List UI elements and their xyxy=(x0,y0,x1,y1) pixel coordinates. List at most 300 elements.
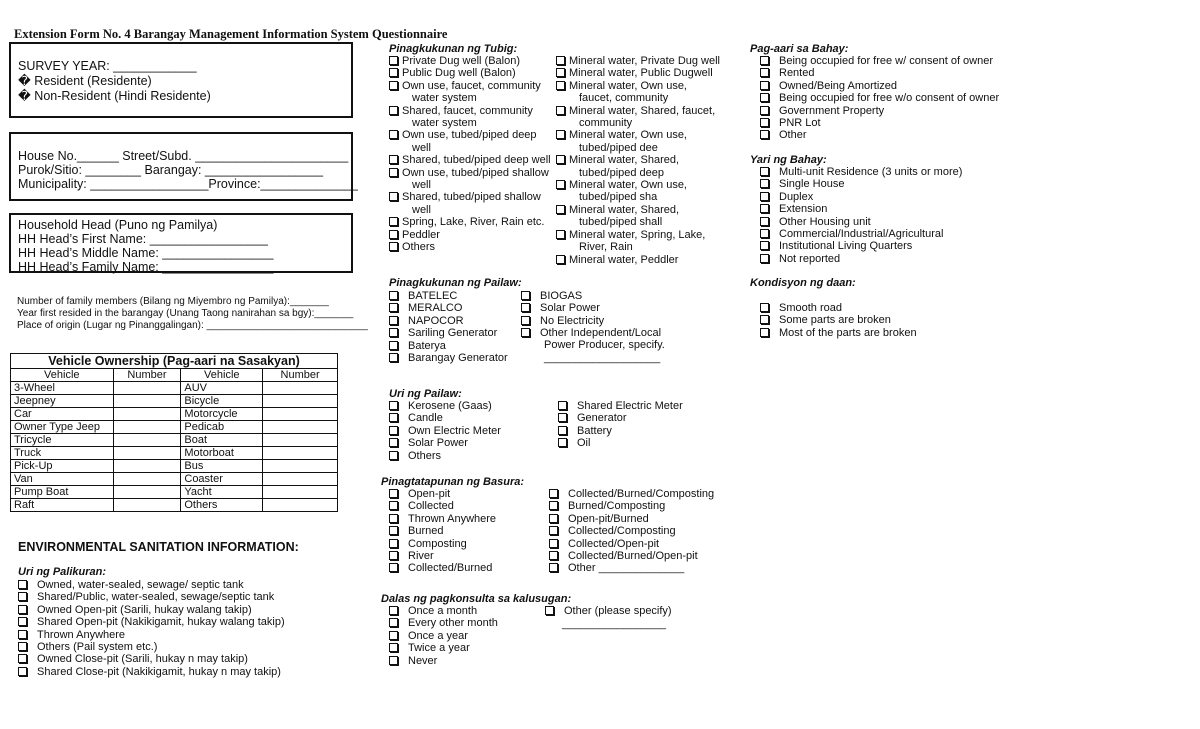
vehicle-name-cell: Jeepney xyxy=(11,395,114,408)
checkbox-option[interactable] xyxy=(18,666,358,678)
vehicle-number-cell[interactable] xyxy=(263,408,338,421)
checkbox-option[interactable] xyxy=(389,630,539,642)
first-name-field[interactable]: HH Head’s First Name: _________________ xyxy=(18,232,268,246)
option-label: Owned/Being Amortized xyxy=(779,79,898,92)
checkbox-option[interactable] xyxy=(389,437,549,449)
checkbox-option[interactable] xyxy=(389,352,529,364)
form-title: Extension Form No. 4 Barangay Management Information System Questionnaire xyxy=(14,27,448,41)
checkbox-icon[interactable] xyxy=(389,56,398,65)
checkbox-option[interactable] xyxy=(760,253,1060,265)
option-label: Institutional Living Quarters xyxy=(779,240,913,253)
option-label: Shared/Public, water-sealed, sewage/septic tank xyxy=(37,591,275,604)
checkbox-option[interactable] xyxy=(389,562,549,574)
checkbox-icon[interactable] xyxy=(389,353,398,362)
checkbox-icon[interactable] xyxy=(18,642,27,651)
checkbox-option[interactable] xyxy=(545,605,725,617)
option-label: Mineral water, Public Dugwell xyxy=(569,67,713,80)
vehicle-number-cell[interactable] xyxy=(263,486,338,499)
checkbox-option[interactable] xyxy=(389,302,529,314)
checkbox-icon[interactable] xyxy=(389,551,398,560)
checkbox-option[interactable] xyxy=(549,562,749,574)
checkbox-option[interactable] xyxy=(760,67,1060,79)
option-label-continued: tubed/piped sha xyxy=(579,191,658,204)
checkbox-icon[interactable] xyxy=(549,526,558,535)
table-row xyxy=(11,460,338,473)
option-label: Own use, faucet, community xyxy=(402,79,541,92)
vehicle-number-cell[interactable] xyxy=(113,421,181,434)
checkbox-icon[interactable] xyxy=(389,230,398,239)
vehicle-name-cell: Tricycle xyxy=(11,434,114,447)
checkbox-icon[interactable] xyxy=(18,630,27,639)
option-label: Oil xyxy=(577,437,591,450)
vehicle-name-cell: Coaster xyxy=(181,473,263,486)
checkbox-option[interactable] xyxy=(389,412,549,424)
checkbox-icon[interactable] xyxy=(521,328,530,337)
checkbox-icon[interactable] xyxy=(760,303,769,312)
tubig-header: Pinagkukunan ng Tubig: xyxy=(389,43,518,55)
vehicle-name-cell: Motorboat xyxy=(181,447,263,460)
option-label-continued: tubed/piped deep xyxy=(579,166,665,179)
checkbox-option[interactable] xyxy=(558,412,728,424)
checkbox-icon[interactable] xyxy=(389,81,398,90)
vehicle-name-cell: Van xyxy=(11,473,114,486)
option-label: Extension xyxy=(779,203,828,216)
checkbox-option[interactable] xyxy=(389,191,559,203)
checkbox-icon[interactable] xyxy=(18,605,27,614)
checkbox-icon[interactable] xyxy=(558,426,567,435)
checkbox-option[interactable] xyxy=(389,425,549,437)
checkbox-icon[interactable] xyxy=(760,118,769,127)
checkbox-icon[interactable] xyxy=(556,81,565,90)
checkbox-icon[interactable] xyxy=(389,303,398,312)
checkbox-option[interactable] xyxy=(18,641,358,653)
checkbox-option[interactable] xyxy=(558,437,728,449)
power-producer-specify-field[interactable]: ___________________ xyxy=(544,352,661,364)
option-label: Single House xyxy=(779,178,845,191)
checkbox-option[interactable] xyxy=(389,241,559,253)
vehicle-name-cell: Bicycle xyxy=(181,395,263,408)
checkbox-option[interactable] xyxy=(18,604,358,616)
family-members-field[interactable]: Number of family members (Bilang ng Miyembro ng Pamilya):_______ xyxy=(17,296,329,307)
checkbox-icon[interactable] xyxy=(549,551,558,560)
house-street-field[interactable]: House No.______ Street/Subd. ______________________ xyxy=(18,149,349,163)
vehicle-number-cell[interactable] xyxy=(113,499,181,512)
option-label: Rented xyxy=(779,67,815,80)
option-label: Shared Open-pit (Nakikigamit, hukay walang takip) xyxy=(37,616,285,629)
option-label: Baterya xyxy=(408,339,446,352)
checkbox-option[interactable] xyxy=(760,117,1060,129)
option-label: Mineral water, Shared, faucet, xyxy=(569,104,716,117)
checkbox-icon[interactable] xyxy=(760,167,769,176)
checkbox-option[interactable] xyxy=(18,629,358,641)
checkbox-option[interactable] xyxy=(556,105,736,117)
vehicle-number-cell[interactable] xyxy=(263,499,338,512)
survey-year-field[interactable]: SURVEY YEAR: ____________ xyxy=(18,59,197,73)
resident-label: Resident (Residente) xyxy=(34,74,152,88)
checkbox-option[interactable] xyxy=(389,340,529,352)
vehicle-number-cell[interactable] xyxy=(263,395,338,408)
option-label: Mineral water, Own use, xyxy=(569,129,687,142)
vehicle-number-cell[interactable] xyxy=(113,447,181,460)
pailaw-type-col2 xyxy=(558,400,728,450)
option-label: Shared, tubed/piped deep well xyxy=(402,154,551,167)
option-label: Collected/Burned/Open-pit xyxy=(568,550,698,563)
vehicle-name-cell: Others xyxy=(181,499,263,512)
checkbox-option[interactable] xyxy=(556,67,736,79)
checkbox-icon[interactable] xyxy=(556,180,565,189)
checkbox-option[interactable] xyxy=(389,327,529,339)
checkbox-option[interactable] xyxy=(521,302,691,314)
option-label: Owned, water-sealed, sewage/ septic tank xyxy=(37,579,244,591)
option-label: Collected xyxy=(408,500,454,513)
checkbox-option[interactable] xyxy=(521,315,691,327)
checkbox-option[interactable] xyxy=(389,525,549,537)
tubig-options-col1 xyxy=(389,55,559,254)
checkbox-icon[interactable] xyxy=(389,643,398,652)
column-header: Number xyxy=(113,369,181,382)
option-label: BIOGAS xyxy=(540,290,583,302)
checkbox-icon[interactable] xyxy=(760,192,769,201)
checkbox-option[interactable] xyxy=(556,55,736,67)
checkbox-icon[interactable] xyxy=(760,204,769,213)
checkbox-option[interactable] xyxy=(18,616,358,628)
checkbox-icon[interactable] xyxy=(18,592,27,601)
table-row xyxy=(11,434,338,447)
vehicle-name-cell: Pedicab xyxy=(181,421,263,434)
vehicle-number-cell[interactable] xyxy=(113,382,181,395)
option-label: Thrown Anywhere xyxy=(37,628,126,641)
option-label: Other ______________ xyxy=(568,562,685,575)
vehicle-table-header xyxy=(11,369,338,382)
checkbox-option[interactable] xyxy=(549,550,749,562)
checkbox-icon[interactable] xyxy=(760,328,769,337)
option-label: Shared, faucet, community xyxy=(402,104,533,117)
vehicle-number-cell[interactable] xyxy=(113,395,181,408)
checkbox-icon[interactable] xyxy=(18,617,27,626)
vehicle-number-cell[interactable] xyxy=(113,460,181,473)
checkbox-icon[interactable] xyxy=(389,401,398,410)
checkbox-option[interactable] xyxy=(18,653,358,665)
checkbox-icon[interactable] xyxy=(389,426,398,435)
checkbox-icon[interactable] xyxy=(389,451,398,460)
basura-col2 xyxy=(549,488,749,575)
household-head-box xyxy=(9,213,353,273)
middle-name-field[interactable]: HH Head’s Middle Name: ________________ xyxy=(18,246,274,260)
checkbox-icon[interactable] xyxy=(389,501,398,510)
checkbox-icon[interactable] xyxy=(760,254,769,263)
checkbox-icon[interactable] xyxy=(389,155,398,164)
purok-barangay-field[interactable]: Purok/Sitio: ________ Barangay: _________________ xyxy=(18,163,324,177)
checkbox-icon[interactable] xyxy=(760,130,769,139)
checkbox-option[interactable] xyxy=(389,538,549,550)
checkbox-icon[interactable] xyxy=(389,526,398,535)
option-label: Generator xyxy=(577,412,627,425)
vehicle-number-cell[interactable] xyxy=(263,434,338,447)
checkbox-icon[interactable] xyxy=(760,217,769,226)
checkbox-option[interactable] xyxy=(760,302,1060,314)
checkbox-icon[interactable] xyxy=(521,316,530,325)
checkbox-icon[interactable] xyxy=(389,606,398,615)
checkbox-icon[interactable] xyxy=(549,539,558,548)
option-label: Composting xyxy=(408,537,467,550)
option-label: Mineral water, Own use, xyxy=(569,79,687,92)
checkbox-option[interactable] xyxy=(389,642,539,654)
checkbox-option[interactable] xyxy=(521,290,691,302)
checkbox-icon[interactable] xyxy=(549,489,558,498)
non-resident-label: Non-Resident (Hindi Residente) xyxy=(34,89,211,103)
checkbox-option[interactable] xyxy=(389,400,549,412)
checkbox-option[interactable] xyxy=(18,591,358,603)
checkbox-icon[interactable] xyxy=(389,341,398,350)
checkbox-option[interactable] xyxy=(760,178,1060,190)
checkbox-icon[interactable] xyxy=(556,130,565,139)
checkbox-icon[interactable] xyxy=(556,230,565,239)
checkbox-icon[interactable] xyxy=(558,413,567,422)
checkbox-icon[interactable] xyxy=(760,241,769,250)
checkbox-option[interactable] xyxy=(558,425,728,437)
option-label: PNR Lot xyxy=(779,117,821,130)
checkbox-option[interactable] xyxy=(760,228,1060,240)
pailaw-type-header: Uri ng Pailaw: xyxy=(389,388,462,400)
checkbox-option[interactable] xyxy=(556,229,736,241)
year-resided-field[interactable]: Year first resided in the barangay (Unang Taong nanirahan sa bgy):_______ xyxy=(17,308,354,319)
option-label: Duplex xyxy=(779,190,814,203)
checkbox-icon[interactable] xyxy=(389,618,398,627)
checkbox-option[interactable] xyxy=(760,216,1060,228)
checkbox-option[interactable] xyxy=(521,327,691,339)
checkbox-option[interactable] xyxy=(549,488,749,500)
checkbox-option[interactable] xyxy=(389,315,529,327)
option-label: Burned xyxy=(408,525,444,538)
vehicle-number-cell[interactable] xyxy=(263,460,338,473)
table-row xyxy=(11,395,338,408)
vehicle-number-cell[interactable] xyxy=(113,408,181,421)
option-label: Private Dug well (Balon) xyxy=(402,55,520,67)
vehicle-number-cell[interactable] xyxy=(113,434,181,447)
option-label: Other xyxy=(779,129,807,142)
checkbox-option[interactable] xyxy=(389,216,559,228)
option-label: Candle xyxy=(408,412,443,425)
checkbox-icon[interactable] xyxy=(389,130,398,139)
checkbox-icon[interactable] xyxy=(389,539,398,548)
vehicle-name-cell: Pick-Up xyxy=(11,460,114,473)
checkbox-icon[interactable] xyxy=(558,401,567,410)
option-label: Never xyxy=(408,654,438,667)
non-resident-option[interactable]: � Non-Resident (Hindi Residente) xyxy=(18,89,211,103)
konsulta-header: Dalas ng pagkonsulta sa kalusugan: xyxy=(381,593,572,605)
checkbox-icon[interactable] xyxy=(389,328,398,337)
vehicle-number-cell[interactable] xyxy=(263,382,338,395)
checkbox-option[interactable] xyxy=(760,203,1060,215)
option-label: Once a year xyxy=(408,629,468,642)
option-label: Mineral water, Private Dug well xyxy=(569,55,721,67)
checkbox-icon[interactable] xyxy=(389,413,398,422)
checkbox-option[interactable] xyxy=(389,488,549,500)
family-name-field[interactable]: HH Head’s Family Name: ________________ xyxy=(18,260,274,274)
checkbox-icon[interactable] xyxy=(389,563,398,572)
checkbox-option[interactable] xyxy=(389,105,559,117)
option-label: Mineral water, Shared, xyxy=(569,154,680,167)
checkbox-icon[interactable] xyxy=(760,68,769,77)
checkbox-option[interactable] xyxy=(389,655,539,667)
table-row xyxy=(11,499,338,512)
checkbox-option[interactable] xyxy=(389,500,549,512)
vehicle-name-cell: Pump Boat xyxy=(11,486,114,499)
option-label: Some parts are broken xyxy=(779,314,891,327)
checkbox-icon[interactable] xyxy=(521,291,530,300)
checkbox-option[interactable] xyxy=(389,450,549,462)
checkbox-option[interactable] xyxy=(760,240,1060,252)
checkbox-icon[interactable] xyxy=(760,179,769,188)
checkbox-option[interactable] xyxy=(389,513,549,525)
checkbox-icon[interactable] xyxy=(556,255,565,264)
resident-option[interactable]: � Resident (Residente) xyxy=(18,74,152,88)
checkbox-option[interactable] xyxy=(760,129,1060,141)
checkbox-option[interactable] xyxy=(389,80,559,92)
table-row xyxy=(11,408,338,421)
checkbox-option[interactable] xyxy=(389,167,559,179)
checkbox-icon[interactable] xyxy=(556,106,565,115)
option-label-continued: tubed/piped dee xyxy=(579,141,658,154)
env-sanitation-title: ENVIRONMENTAL SANITATION INFORMATION: xyxy=(18,540,299,554)
vehicle-table-caption: Vehicle Ownership (Pag-aari na Sasakyan) xyxy=(11,354,338,369)
checkbox-option[interactable] xyxy=(760,80,1060,92)
checkbox-icon[interactable] xyxy=(389,217,398,226)
option-label: Own use, tubed/piped deep xyxy=(402,129,537,142)
option-label: No Electricity xyxy=(540,314,605,327)
municipality-province-field[interactable]: Municipality: _________________Province:______________ xyxy=(18,177,358,191)
checkbox-option[interactable] xyxy=(389,129,559,141)
table-row xyxy=(11,421,338,434)
checkbox-icon[interactable] xyxy=(556,205,565,214)
checkbox-option[interactable] xyxy=(389,229,559,241)
checkbox-option[interactable] xyxy=(389,605,539,617)
checkbox-option[interactable] xyxy=(760,166,1060,178)
table-row xyxy=(11,473,338,486)
option-label-continued: well xyxy=(412,141,431,154)
checkbox-option[interactable] xyxy=(760,191,1060,203)
checkbox-icon[interactable] xyxy=(760,56,769,65)
vehicle-name-cell: Truck xyxy=(11,447,114,460)
palikuran-options xyxy=(18,579,358,678)
checkbox-option[interactable] xyxy=(389,550,549,562)
checkbox-icon[interactable] xyxy=(389,68,398,77)
checkbox-icon[interactable] xyxy=(389,106,398,115)
option-label: Smooth road xyxy=(779,302,842,314)
checkbox-icon[interactable] xyxy=(389,489,398,498)
checkbox-icon[interactable] xyxy=(760,81,769,90)
konsulta-col1 xyxy=(389,605,539,667)
checkbox-icon[interactable] xyxy=(521,303,530,312)
option-label-continued: faucet, community xyxy=(579,92,669,105)
option-label: Burned/Composting xyxy=(568,500,666,513)
basura-col1 xyxy=(389,488,549,575)
checkbox-icon[interactable] xyxy=(389,291,398,300)
checkbox-icon[interactable] xyxy=(18,580,27,589)
option-label: Most of the parts are broken xyxy=(779,326,917,339)
checkbox-icon[interactable] xyxy=(389,631,398,640)
checkbox-option[interactable] xyxy=(556,204,736,216)
checkbox-icon[interactable] xyxy=(760,93,769,102)
checkbox-option[interactable] xyxy=(556,154,736,166)
option-label: Spring, Lake, River, Rain etc. xyxy=(402,216,545,229)
checkbox-icon[interactable] xyxy=(549,563,558,572)
checkbox-option[interactable] xyxy=(389,67,559,79)
vehicle-number-cell[interactable] xyxy=(263,421,338,434)
checkbox-icon[interactable] xyxy=(389,514,398,523)
vehicle-number-cell[interactable] xyxy=(263,447,338,460)
checkbox-icon[interactable] xyxy=(18,654,27,663)
checkbox-option[interactable] xyxy=(556,179,736,191)
vehicle-name-cell: 3-Wheel xyxy=(11,382,114,395)
checkbox-icon[interactable] xyxy=(389,656,398,665)
checkbox-icon[interactable] xyxy=(389,168,398,177)
checkbox-icon[interactable] xyxy=(760,229,769,238)
option-label: Shared Close-pit (Nakikigamit, hukay n may takip) xyxy=(37,665,281,678)
vehicle-number-cell[interactable] xyxy=(263,473,338,486)
checkbox-option[interactable] xyxy=(389,617,539,629)
checkbox-icon[interactable] xyxy=(18,667,27,676)
checkbox-icon[interactable] xyxy=(549,514,558,523)
vehicle-name-cell: AUV xyxy=(181,382,263,395)
checkbox-option[interactable] xyxy=(556,129,736,141)
checkbox-option[interactable] xyxy=(549,538,749,550)
option-label: Solar Power xyxy=(540,302,600,315)
checkbox-option[interactable] xyxy=(760,327,1060,339)
vehicle-number-cell[interactable] xyxy=(113,486,181,499)
option-label: Collected/Composting xyxy=(568,525,676,538)
checkbox-option[interactable] xyxy=(389,55,559,67)
bahay-ownership-options xyxy=(760,55,1060,142)
checkbox-option[interactable] xyxy=(558,400,728,412)
checkbox-icon[interactable] xyxy=(389,438,398,447)
checkbox-option[interactable] xyxy=(760,314,1060,326)
checkbox-option[interactable] xyxy=(549,513,749,525)
checkbox-icon[interactable] xyxy=(558,438,567,447)
vehicle-name-cell: Raft xyxy=(11,499,114,512)
place-of-origin-field[interactable]: Place of origin (Lugar ng Pinanggalingan): _____________________________ xyxy=(17,320,368,331)
option-label: Owned Close-pit (Sarili, hukay n may takip) xyxy=(37,653,248,666)
checkbox-icon[interactable] xyxy=(389,192,398,201)
checkbox-icon[interactable] xyxy=(760,315,769,324)
vehicle-ownership-table xyxy=(10,353,338,512)
option-label: Twice a year xyxy=(408,642,470,655)
vehicle-number-cell[interactable] xyxy=(113,473,181,486)
checkbox-option[interactable] xyxy=(549,525,749,537)
pailaw-source-col2 xyxy=(521,290,691,340)
checkbox-icon[interactable] xyxy=(556,68,565,77)
checkbox-icon[interactable] xyxy=(545,606,554,615)
checkbox-option[interactable] xyxy=(556,254,736,266)
option-label: Collected/Burned/Composting xyxy=(568,488,715,500)
checkbox-icon[interactable] xyxy=(549,501,558,510)
checkbox-icon[interactable] xyxy=(556,155,565,164)
checkbox-icon[interactable] xyxy=(760,106,769,115)
checkbox-icon[interactable] xyxy=(389,316,398,325)
checkbox-option[interactable] xyxy=(760,92,1060,104)
checkbox-option[interactable] xyxy=(389,290,529,302)
checkbox-option[interactable] xyxy=(556,80,736,92)
checkbox-option[interactable] xyxy=(549,500,749,512)
checkbox-option[interactable] xyxy=(760,55,1060,67)
checkbox-icon[interactable] xyxy=(389,242,398,251)
checkbox-option[interactable] xyxy=(18,579,358,591)
konsulta-other-specify-field[interactable]: _________________ xyxy=(562,618,667,630)
checkbox-option[interactable] xyxy=(760,105,1060,117)
checkbox-icon[interactable] xyxy=(556,56,565,65)
option-label: Barangay Generator xyxy=(408,352,508,365)
checkbox-option[interactable] xyxy=(389,154,559,166)
